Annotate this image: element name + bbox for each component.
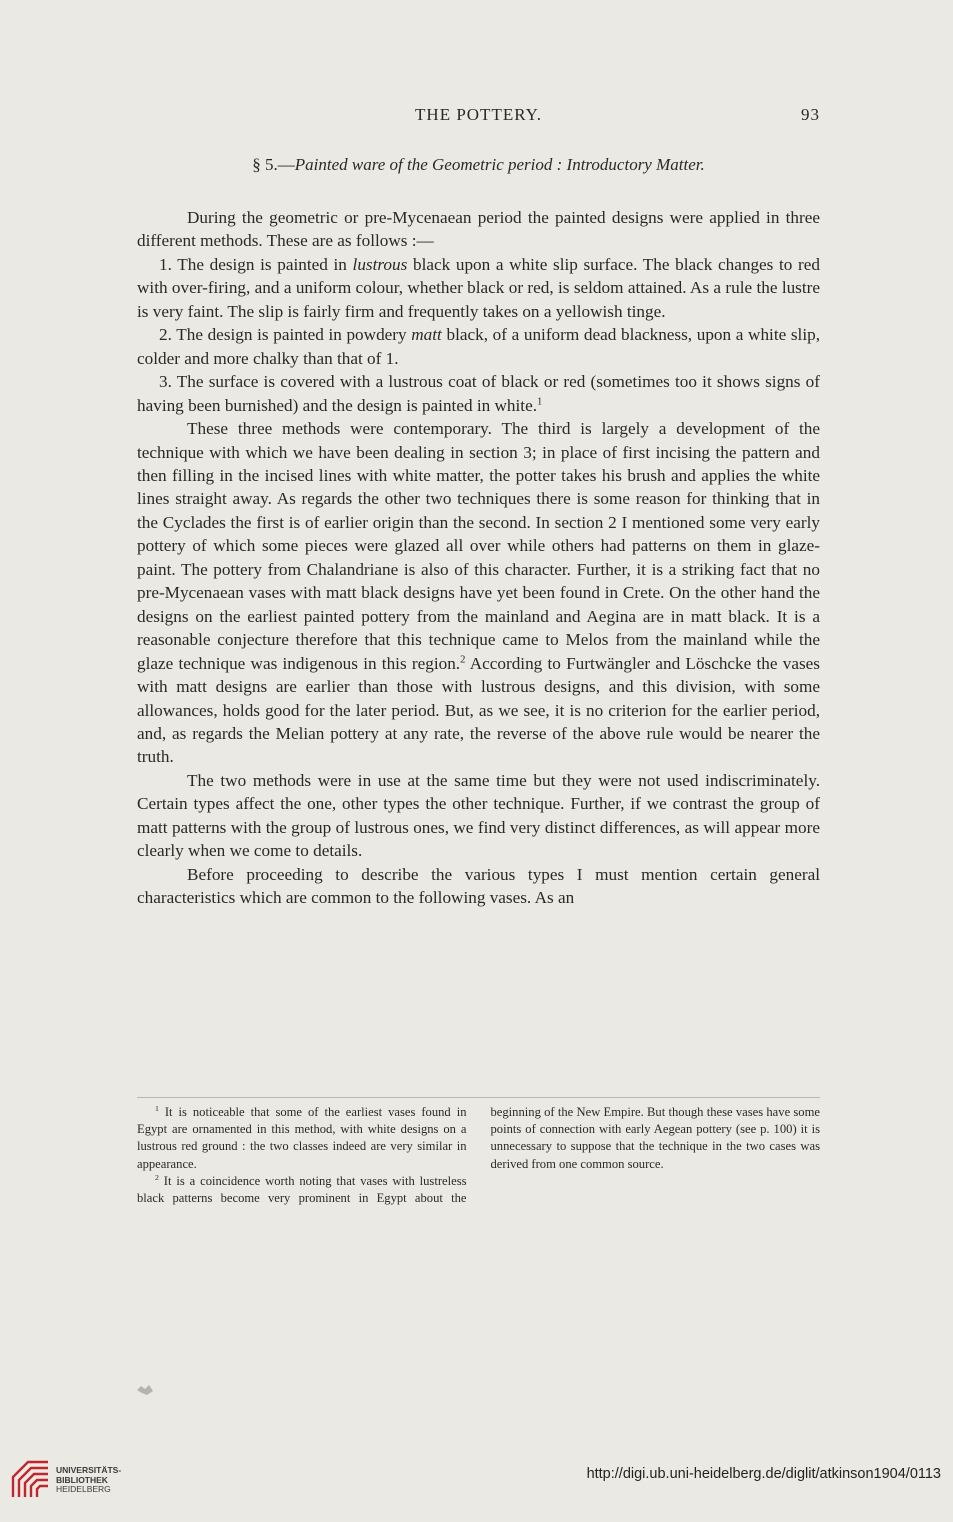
footnote-2-mark: 2 xyxy=(155,1172,159,1182)
method-item-2-text: 2. The design is painted in powdery xyxy=(159,325,412,345)
section-title: Painted ware of the Geometric period : Introductory Matter. xyxy=(294,155,705,174)
page-number: 93 xyxy=(801,105,820,124)
footnote-1 xyxy=(137,1104,467,1173)
method-item-1-text-end: black upon a white slip surface. The black changes to red with over-firing, and a uniform colour, whether black or red, is seldom attained. As a rule the lustre is very faint. The slip is fairly firm and frequently takes on a yellowish tinge. xyxy=(137,254,820,321)
paragraph-two-methods: The two methods were in use at the same time but they were not used indiscriminately. Certain types affect the one, other types the other technique. Further, if we contrast the group of matt patterns with the group of lustrous ones, we find very distinct differences, as will appear more clearly when we come to details. xyxy=(137,770,820,861)
paragraph-contemporary xyxy=(137,417,820,769)
footnote-1-text: It is noticeable that some of the earliest vases found in Egypt are ornamented in this method, with white designs on a lustrous red ground : the two classes indeed are very similar in appearance. xyxy=(137,1105,467,1171)
footnotes xyxy=(137,1104,820,1207)
library-name-line-1: UNIVERSITÄTS- xyxy=(56,1465,122,1475)
paper-speck xyxy=(135,1383,155,1397)
paragraph-contemporary-text-end: According to Furtwängler and Löschcke the vases with matt designs are earlier than those with lustrous designs, and this division, with some allowances, holds good for the later period. But, as we see, it is no criterion for the earlier period, and, as regards the Melian pottery at any rate, the reverse of the above rule would be nearer the truth. xyxy=(137,653,820,767)
method-item-1-text: 1. The design is painted in xyxy=(159,254,353,274)
method-item-3 xyxy=(137,370,820,417)
method-item-2 xyxy=(137,323,820,370)
library-name-line-3: HEIDELBERG xyxy=(56,1484,111,1494)
paragraph-contemporary-text: These three methods were contemporary. The third is largely a development of the technique with which we have been dealing in section 3; in place of first incising the pattern and then filling in the incised lines with white matter, the potter takes his brush and applies the white lines straight away. As regards the other two techniques there is some reason for thinking that in the Cyclades the first is of earlier origin than the second. In section 2 I mentioned some very early pottery of which some pieces were glazed all over while others had patterns on them in glaze-paint. The pottery from Chalandriane is also of this character. Further, it is a striking fact that no pre-Mycenaean vases with matt black designs have yet been found in Crete. On the other hand the designs on the earliest painted pottery from the mainland and Aegina are in matt black. It is a reasonable conjecture therefore that this technique came to Melos from the mainland while the glaze technique was indigenous in this region. xyxy=(137,419,820,673)
section-number: § 5.— xyxy=(252,155,295,174)
source-url-link[interactable]: http://digi.ub.uni-heidelberg.de/diglit/atkinson1904/0113 xyxy=(586,1466,941,1482)
library-logo-icon[interactable] xyxy=(10,1459,50,1499)
running-head xyxy=(137,105,820,129)
footnote-1-mark: 1 xyxy=(155,1103,159,1113)
method-item-2-text-end: black, of a uniform dead blackness, upon a white slip, colder and more chalky than that of 1. xyxy=(137,325,820,368)
section-heading xyxy=(137,155,820,175)
body-text xyxy=(137,206,820,910)
method-item-1-emphasis: lustrous xyxy=(352,254,408,274)
footnote-ref-1[interactable]: 1 xyxy=(537,395,543,407)
method-item-1 xyxy=(137,253,820,323)
method-item-3-text: 3. The surface is covered with a lustrous coat of black or red (sometimes too it shows signs of having been burnished) and the design is painted in white. xyxy=(137,372,820,415)
paragraph-intro: During the geometric or pre-Mycenaean period the painted designs were applied in three different methods. These are as follows :— xyxy=(137,208,820,251)
footnote-divider xyxy=(137,1097,820,1098)
library-name-line-2: BIBLIOTHEK xyxy=(56,1474,108,1485)
footnote-2-text: It is a coincidence worth noting that vases with lustreless black patterns become very prominent in Egypt about the beginning of the New Empire. But though these vases have some points of connection with early Aegean pottery (see p. 100) it is unnecessary to suppose that the technique in the two cases was derived from one common source. xyxy=(137,1105,820,1206)
method-item-2-emphasis: matt xyxy=(411,325,442,345)
paragraph-before-proceeding: Before proceeding to describe the various types I must mention certain general characteristics which are common to the following vases. As an xyxy=(137,864,820,908)
running-title: THE POTTERY. xyxy=(415,105,542,124)
footnote-ref-2[interactable]: 2 xyxy=(460,653,466,665)
library-name xyxy=(56,1466,121,1495)
